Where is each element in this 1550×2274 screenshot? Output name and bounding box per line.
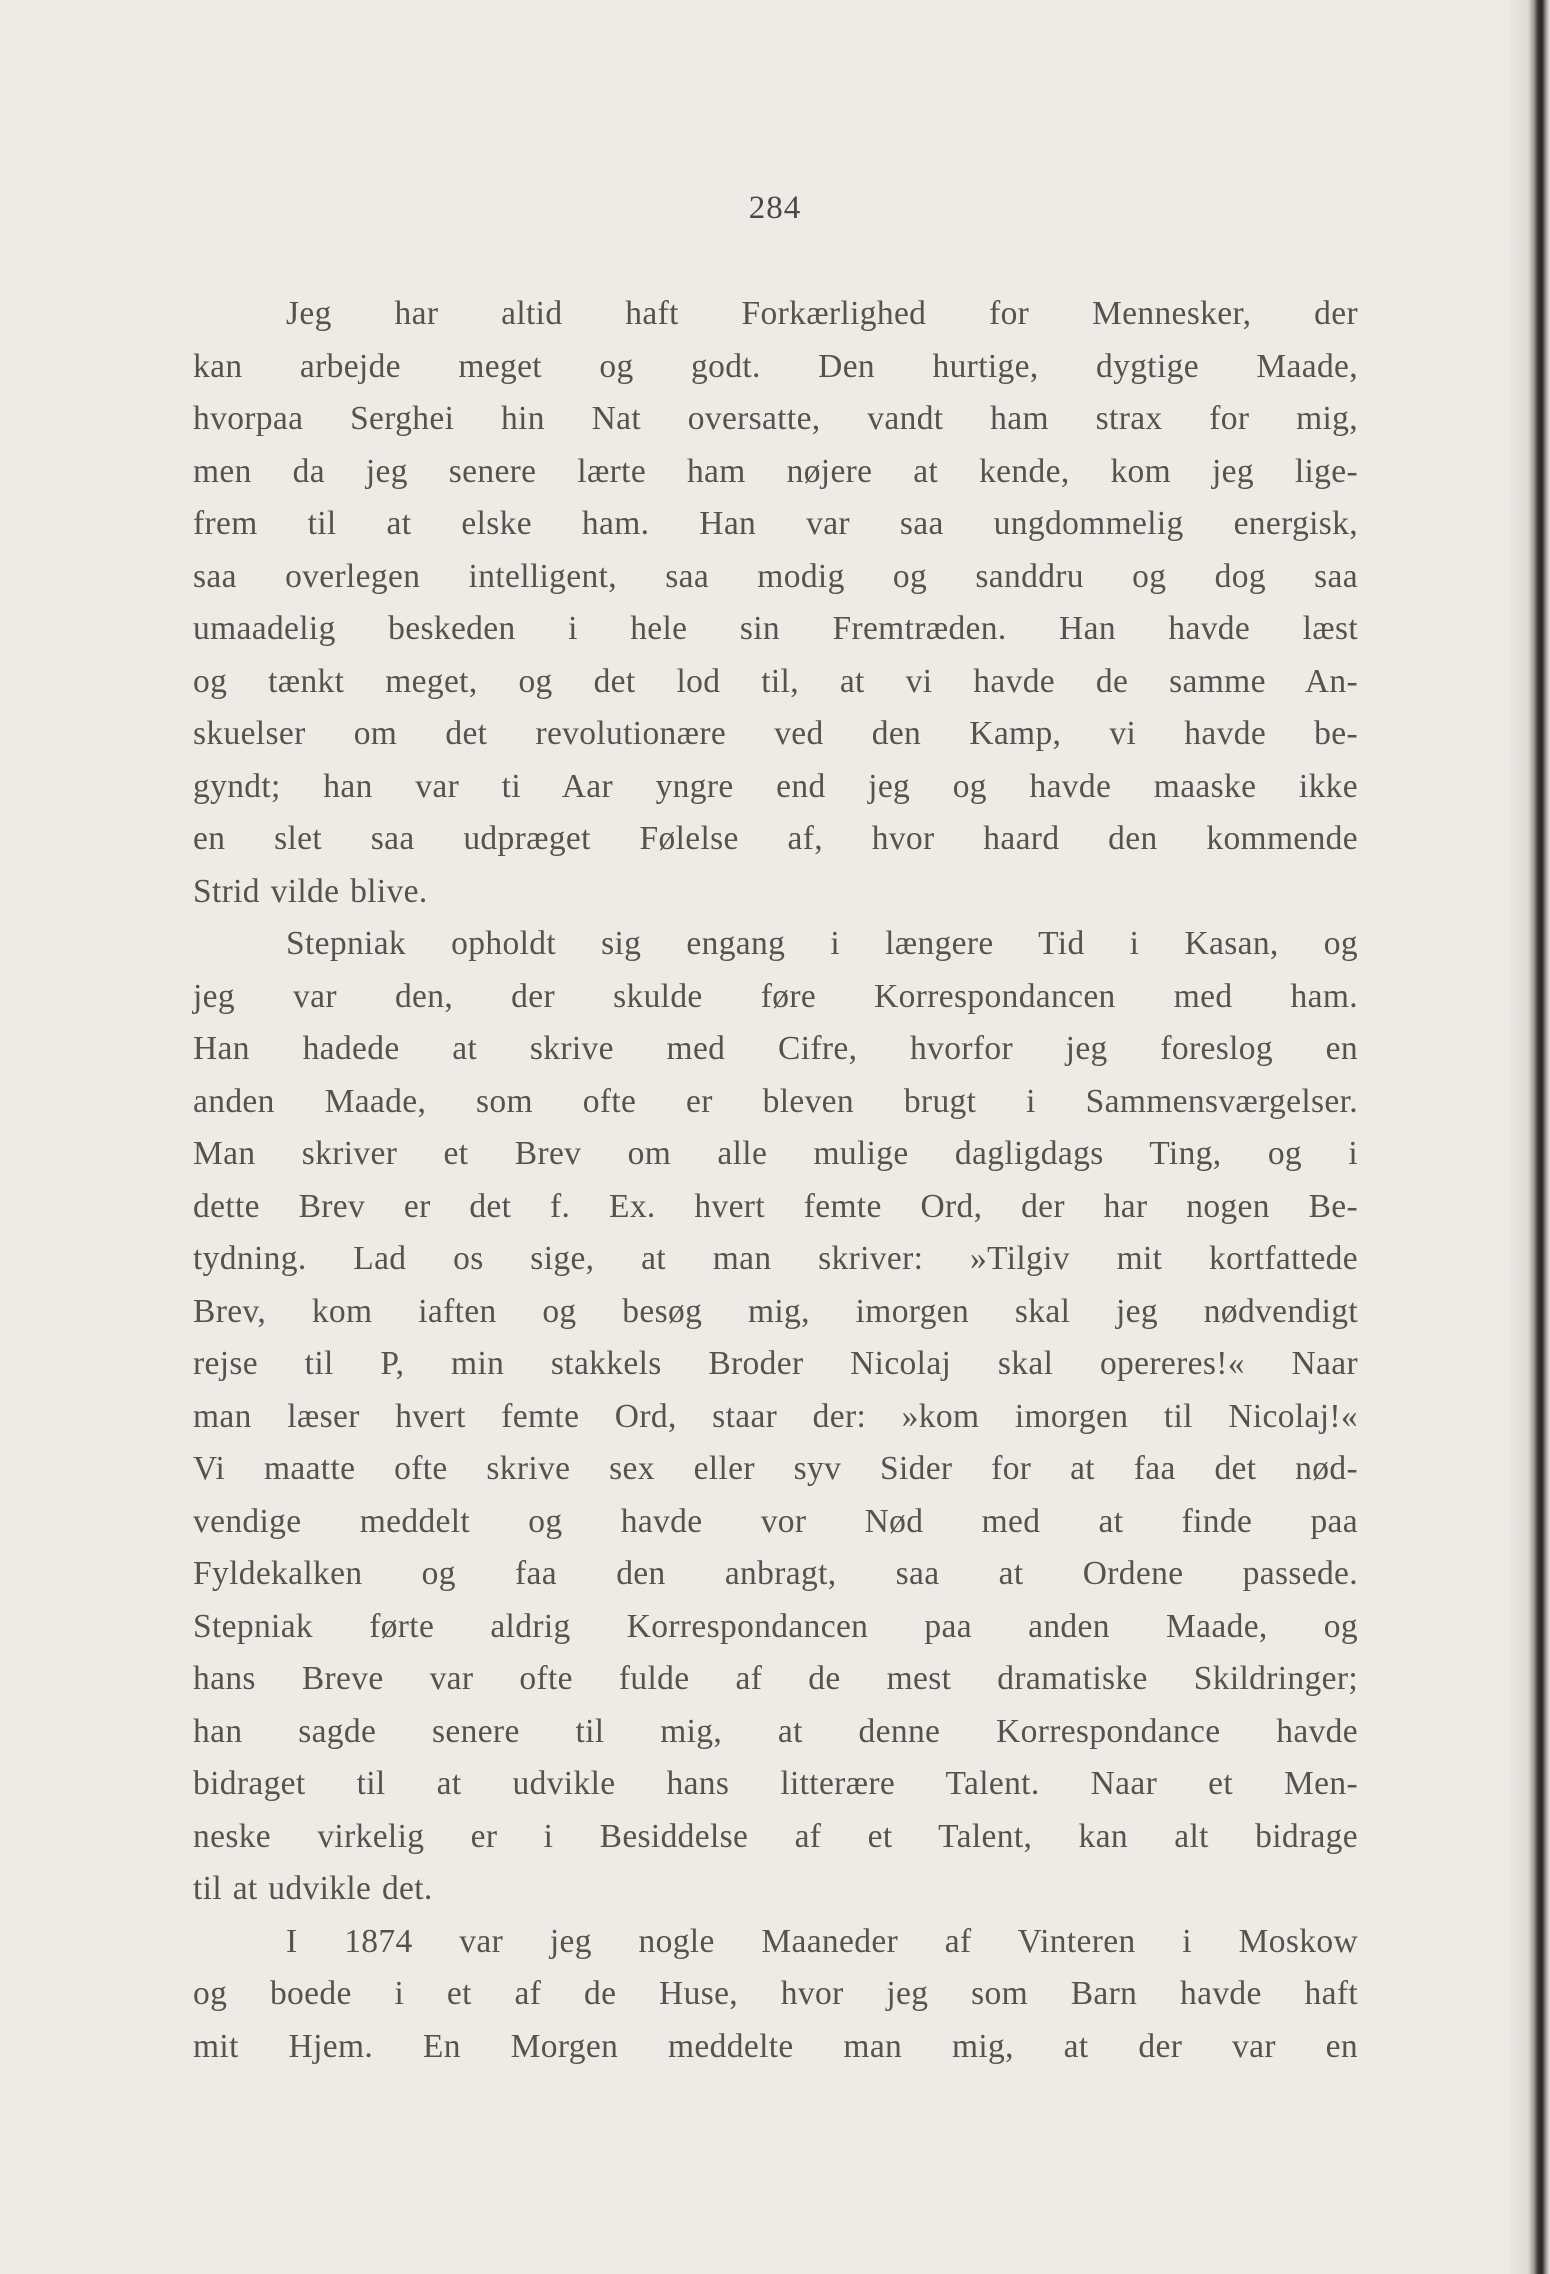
text-line: dette Brev er det f. Ex. hvert femte Ord, der har nogen Be- <box>193 1187 1358 1225</box>
text-line: gyndt; han var ti Aar yngre end jeg og havde maaske ikke <box>193 767 1358 805</box>
text-line: og boede i et af de Huse, hvor jeg som Barn havde haft <box>193 1975 1358 2012</box>
text-line: Stepniak opholdt sig engang i længere Tid i Kasan, og <box>286 925 1358 962</box>
text-line: en slet saa udpræget Følelse af, hvor haard den kommende <box>193 820 1358 857</box>
text-line: Man skriver et Brev om alle mulige dagligdags Ting, og i <box>193 1135 1358 1172</box>
text-line: umaadelig beskeden i hele sin Fremtræden. Han havde læst <box>193 610 1358 647</box>
text-line: mit Hjem. En Morgen meddelte man mig, at der var en <box>193 2027 1358 2065</box>
text-line: saa overlegen intelligent, saa modig og sanddru og dog saa <box>193 557 1358 595</box>
text-line: frem til at elske ham. Han var saa ungdommelig energisk, <box>193 505 1358 542</box>
page-number: 284 <box>748 190 802 226</box>
text-line: hans Breve var ofte fulde af de mest dramatiske Skildringer; <box>193 1660 1358 1697</box>
text-line: anden Maade, som ofte er bleven brugt i Sammensværgelser. <box>193 1082 1358 1120</box>
text-line: Vi maatte ofte skrive sex eller syv Sider for at faa det nød- <box>193 1450 1358 1487</box>
text-line: hvorpaa Serghei hin Nat oversatte, vandt ham strax for mig, <box>193 400 1358 437</box>
text-line: bidraget til at udvikle hans litterære Talent. Naar et Men- <box>193 1765 1358 1802</box>
text-line: og tænkt meget, og det lod til, at vi havde de samme An- <box>193 662 1358 700</box>
text-line: man læser hvert femte Ord, staar der: »kom imorgen til Nicolaj!« <box>193 1397 1358 1435</box>
text-line: Strid vilde blive. <box>193 872 428 910</box>
text-line: I 1874 var jeg nogle Maaneder af Vinteren i Moskow <box>286 1922 1358 1960</box>
text-line: kan arbejde meget og godt. Den hurtige, dygtige Maade, <box>193 347 1358 385</box>
text-line: tydning. Lad os sige, at man skriver: »Tilgiv mit kortfattede <box>193 1240 1358 1277</box>
text-line: han sagde senere til mig, at denne Korrespondance havde <box>193 1712 1358 1750</box>
text-line: vendige meddelt og havde vor Nød med at finde paa <box>193 1502 1358 1540</box>
text-line: men da jeg senere lærte ham nøjere at kende, kom jeg lige- <box>193 452 1358 490</box>
body-text <box>193 288 1358 2073</box>
text-line: Stepniak førte aldrig Korrespondancen paa anden Maade, og <box>193 1607 1358 1645</box>
text-line: til at udvikle det. <box>193 1870 433 1907</box>
text-line: skuelser om det revolutionære ved den Kamp, vi havde be- <box>193 715 1358 752</box>
text-line: jeg var den, der skulde føre Korrespondancen med ham. <box>193 977 1358 1015</box>
text-line: Jeg har altid haft Forkærlighed for Mennesker, der <box>286 295 1358 332</box>
page-edge <box>1510 0 1550 2274</box>
text-line: Han hadede at skrive med Cifre, hvorfor jeg foreslog en <box>193 1030 1358 1067</box>
text-line: neske virkelig er i Besiddelse af et Talent, kan alt bidrage <box>193 1817 1358 1855</box>
text-line: Brev, kom iaften og besøg mig, imorgen skal jeg nødvendigt <box>193 1292 1358 1330</box>
text-line: rejse til P, min stakkels Broder Nicolaj skal opereres!« Naar <box>193 1345 1358 1382</box>
text-line: Fyldekalken og faa den anbragt, saa at Ordene passede. <box>193 1555 1358 1592</box>
